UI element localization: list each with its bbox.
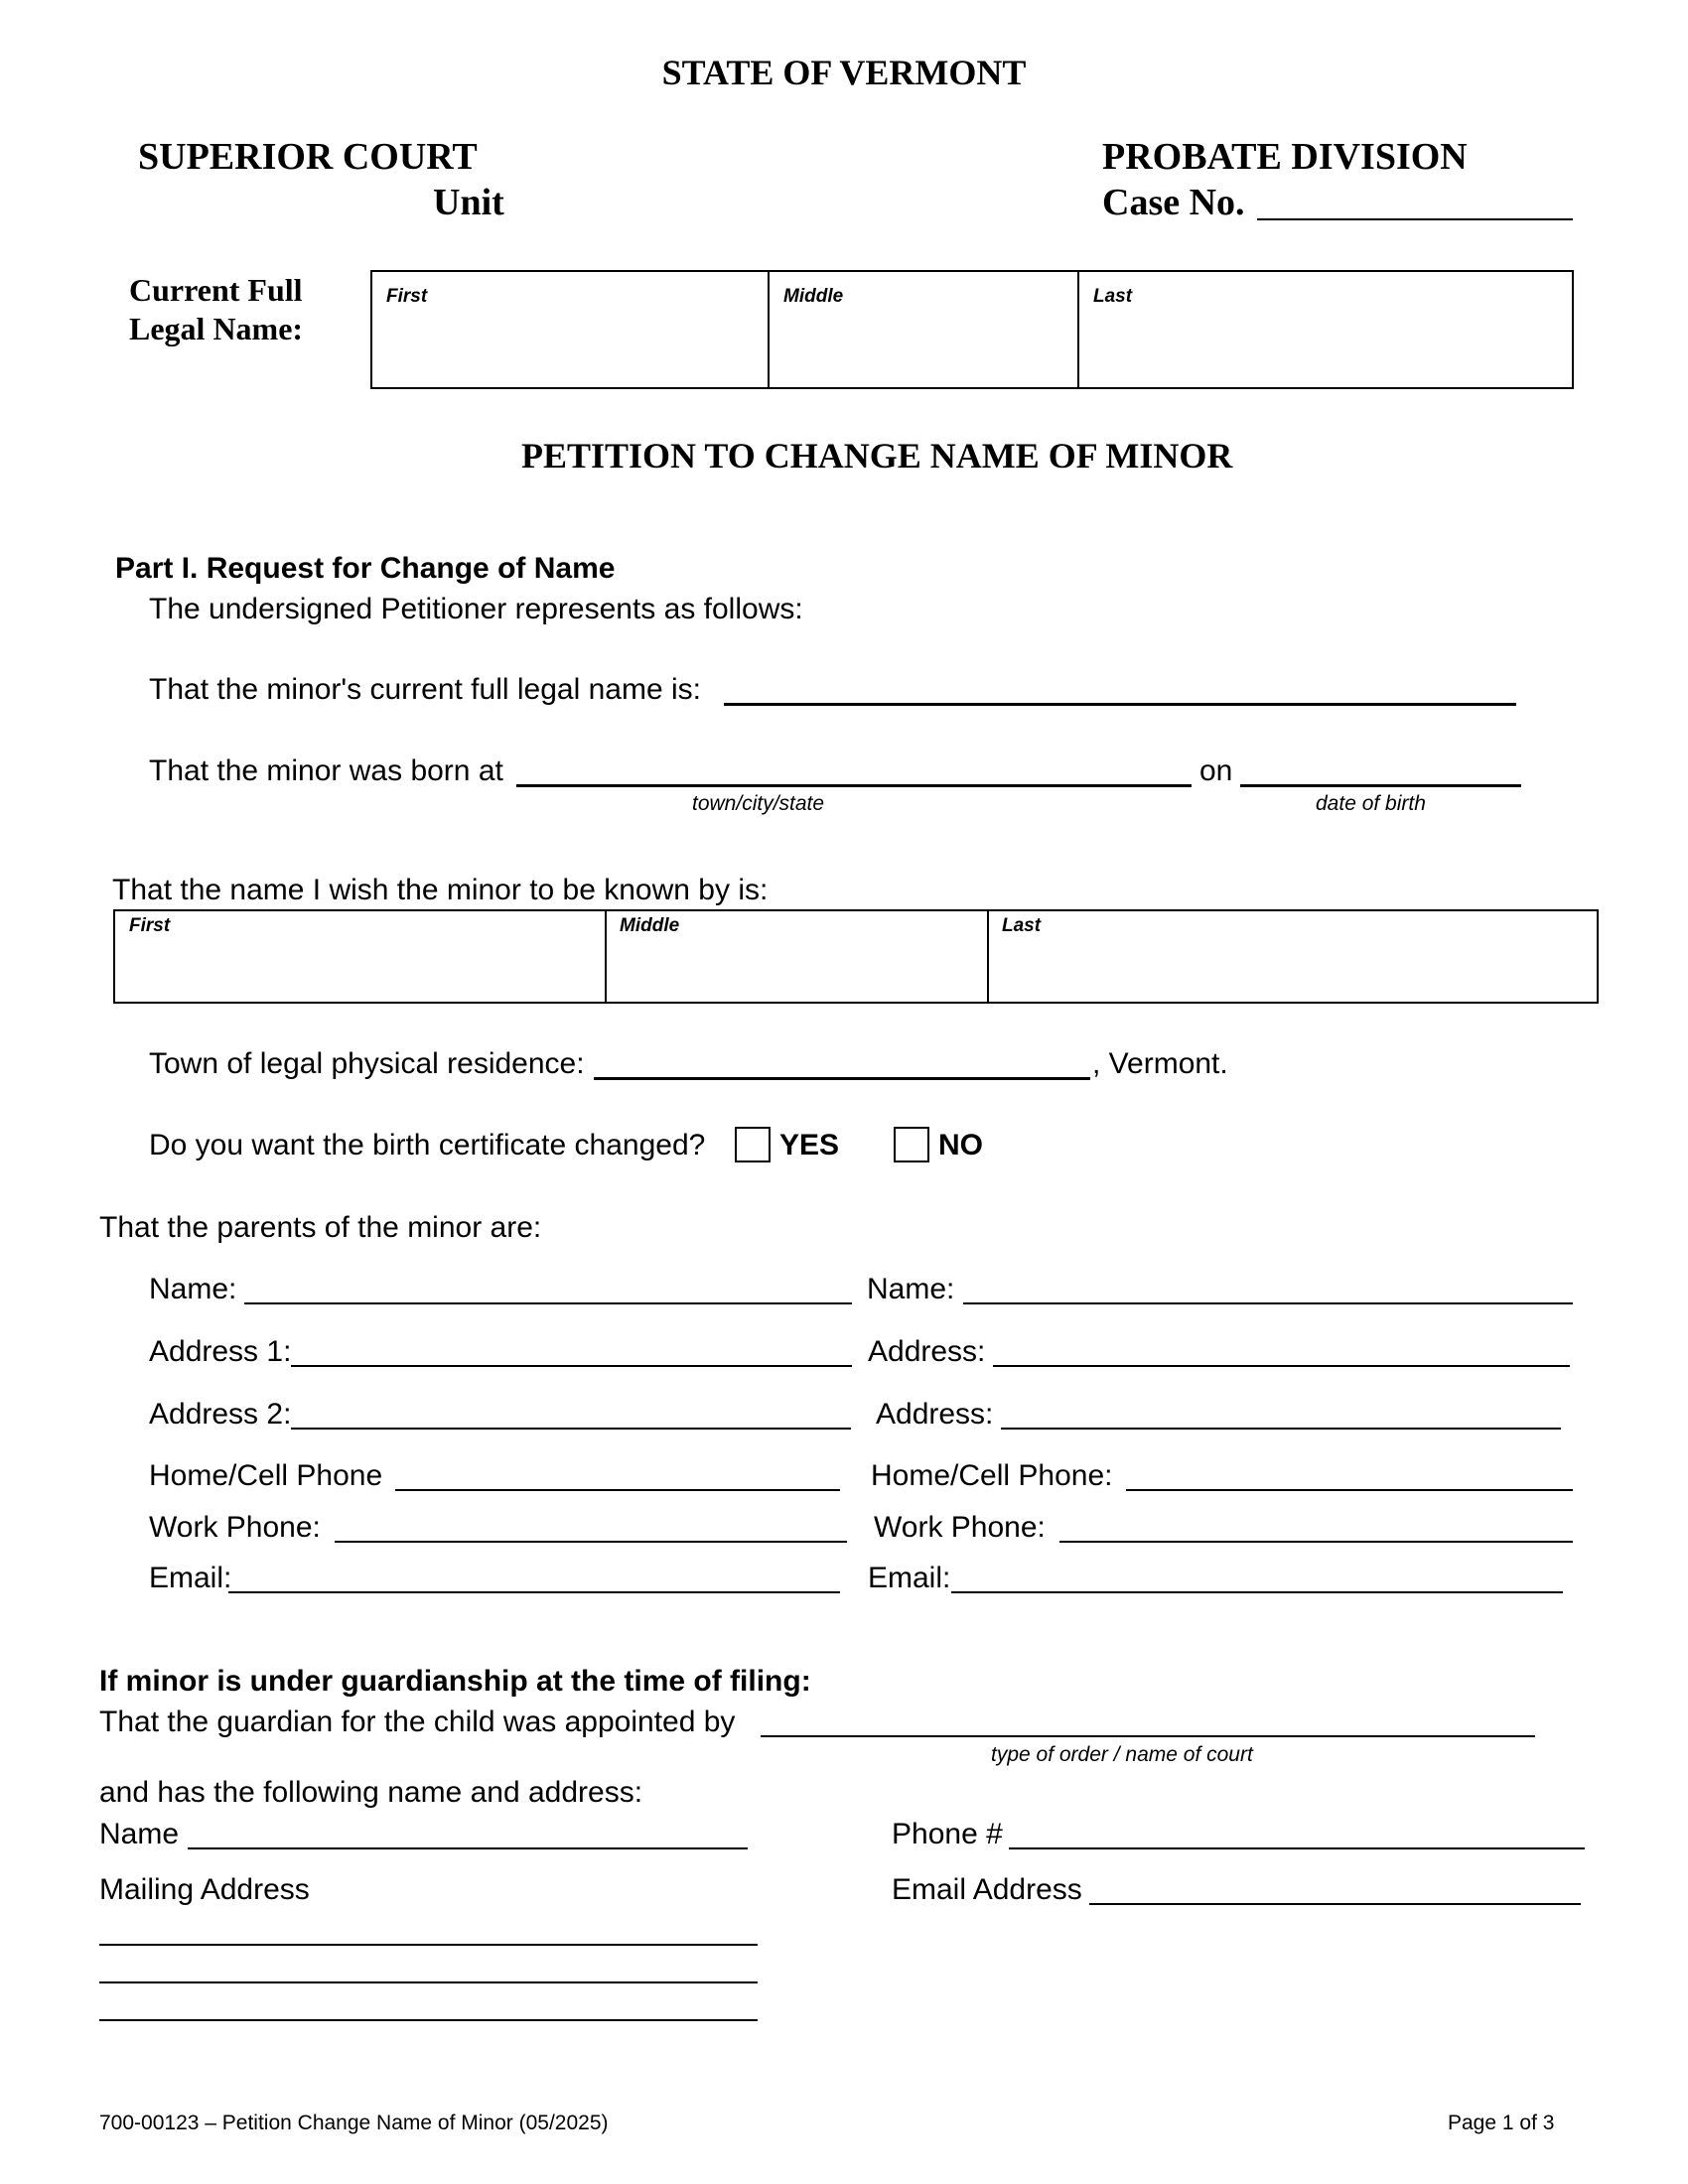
unit-label: Unit	[433, 182, 504, 223]
on-label: on	[1199, 754, 1233, 787]
no-checkbox[interactable]	[894, 1127, 929, 1162]
current-first-field[interactable]	[372, 272, 768, 387]
new-last-label: Last	[1002, 915, 1042, 936]
current-middle-field[interactable]	[770, 272, 1077, 387]
residence-suffix: , Vermont.	[1092, 1047, 1228, 1080]
parent1-address1-label: Address 1:	[149, 1335, 292, 1368]
parent2-work-label: Work Phone:	[874, 1511, 1046, 1544]
born-at-label: That the minor was born at	[149, 754, 503, 787]
guardian-order-field[interactable]	[761, 1735, 1535, 1737]
parent1-address1-field[interactable]	[291, 1365, 852, 1367]
new-first-label: First	[129, 915, 171, 936]
parent1-email-field[interactable]	[228, 1591, 840, 1593]
parents-intro: That the parents of the minor are:	[99, 1211, 542, 1244]
guardian-name-label: Name	[99, 1818, 180, 1850]
new-name-box	[113, 909, 1599, 1004]
guardian-mailing-line-1[interactable]	[99, 1944, 758, 1946]
town-caption: town/city/state	[692, 792, 825, 815]
residence-field[interactable]	[594, 1077, 1090, 1080]
guardian-phone-field[interactable]	[1009, 1847, 1585, 1849]
wish-name-label: That the name I wish the minor to be known by is:	[112, 874, 769, 906]
birth-date-field[interactable]	[1240, 784, 1521, 787]
page-title: PETITION TO CHANGE NAME OF MINOR	[521, 436, 1233, 476]
no-label: NO	[938, 1129, 983, 1161]
parent1-address2-field[interactable]	[291, 1428, 851, 1430]
order-caption: type of order / name of court	[991, 1743, 1253, 1766]
parent2-address2-label: Address:	[876, 1398, 994, 1431]
case-no-field[interactable]	[1257, 218, 1573, 220]
current-middle-label: Middle	[783, 286, 844, 307]
parent2-email-field[interactable]	[951, 1591, 1563, 1593]
parent2-phone-field[interactable]	[1126, 1489, 1573, 1491]
court-name: SUPERIOR COURT	[138, 136, 478, 178]
guardian-mailing-line-3[interactable]	[99, 2019, 758, 2021]
guardian-following-label: and has the following name and address:	[99, 1776, 643, 1809]
parent1-phone-label: Home/Cell Phone	[149, 1459, 383, 1492]
parent1-phone-field[interactable]	[395, 1489, 840, 1491]
parent2-name-field[interactable]	[963, 1302, 1573, 1304]
parent1-address2-label: Address 2:	[149, 1398, 292, 1431]
parent2-address1-field[interactable]	[993, 1365, 1570, 1367]
guardianship-heading: If minor is under guardianship at the time of filing:	[99, 1665, 811, 1698]
parent2-address1-label: Address:	[868, 1335, 986, 1368]
new-last-field[interactable]	[989, 911, 1597, 1002]
parent2-work-field[interactable]	[1059, 1541, 1573, 1543]
parent1-work-label: Work Phone:	[149, 1511, 321, 1544]
minor-current-name-field[interactable]	[724, 703, 1516, 706]
current-name-label-2: Legal Name:	[129, 311, 304, 346]
yes-checkbox[interactable]	[735, 1127, 771, 1162]
guardian-appointed-label: That the guardian for the child was appointed by	[99, 1706, 736, 1738]
part1-heading: Part I. Request for Change of Name	[115, 552, 616, 585]
guardian-email-field[interactable]	[1089, 1903, 1581, 1905]
current-last-label: Last	[1093, 286, 1133, 307]
footer-page-number: Page 1 of 3	[1448, 2112, 1555, 2134]
current-name-box	[370, 270, 1574, 389]
parent1-name-field[interactable]	[244, 1302, 852, 1304]
parent1-email-label: Email:	[149, 1562, 232, 1594]
division-name: PROBATE DIVISION	[1102, 136, 1468, 178]
parent1-work-field[interactable]	[335, 1541, 847, 1543]
state-heading: STATE OF VERMONT	[661, 53, 1027, 92]
parent2-address2-field[interactable]	[1001, 1428, 1561, 1430]
parent2-email-label: Email:	[868, 1562, 951, 1594]
case-no-label: Case No.	[1102, 182, 1245, 223]
guardian-phone-label: Phone #	[892, 1818, 1003, 1850]
footer-form-id: 700-00123 – Petition Change Name of Minor (05/2025)	[99, 2112, 609, 2134]
parent2-name-label: Name:	[867, 1273, 955, 1305]
yes-label: YES	[779, 1129, 840, 1161]
current-name-label-1: Current Full	[129, 272, 303, 308]
new-middle-label: Middle	[620, 915, 680, 936]
residence-label: Town of legal physical residence:	[149, 1047, 585, 1080]
birth-cert-label: Do you want the birth certificate changed?	[149, 1129, 706, 1161]
new-middle-field[interactable]	[607, 911, 987, 1002]
birthplace-field[interactable]	[516, 784, 1192, 787]
parent1-name-label: Name:	[149, 1273, 237, 1305]
part1-intro: The undersigned Petitioner represents as follows:	[149, 593, 803, 625]
guardian-name-field[interactable]	[188, 1847, 748, 1849]
current-name-line-label: That the minor's current full legal name is:	[149, 673, 701, 706]
guardian-email-label: Email Address	[892, 1873, 1082, 1906]
new-first-field[interactable]	[115, 911, 605, 1002]
guardian-mailing-line-2[interactable]	[99, 1981, 758, 1983]
current-last-field[interactable]	[1079, 272, 1572, 387]
dob-caption: date of birth	[1316, 792, 1426, 815]
current-first-label: First	[386, 286, 428, 307]
guardian-mailing-label: Mailing Address	[99, 1873, 310, 1906]
parent2-phone-label: Home/Cell Phone:	[871, 1459, 1113, 1492]
